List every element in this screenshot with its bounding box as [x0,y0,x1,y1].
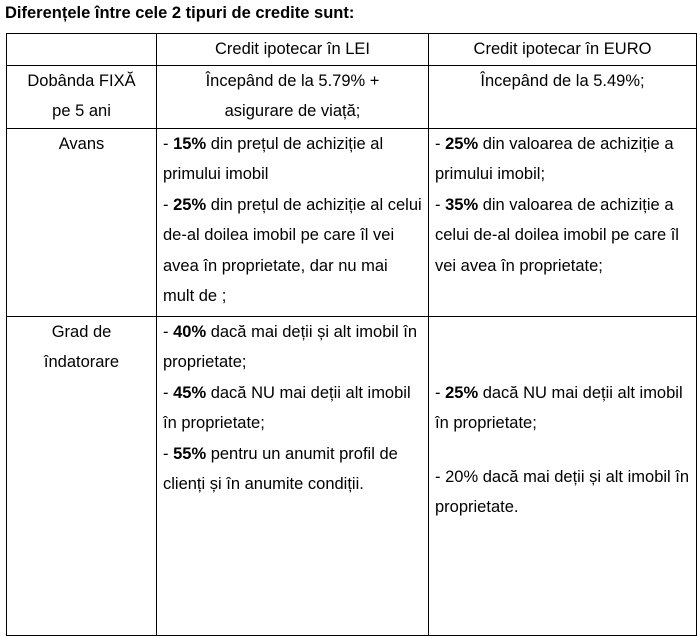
grad-lei [157,316,429,635]
label-dobanda [7,65,157,128]
grad-euro [429,316,697,635]
dobanda-euro: Începând de la 5.49%; [429,65,697,128]
dobanda-lei-line2: asigurare de viață; [224,102,361,120]
credit-comparison-table [6,33,697,636]
table-row-grad-indatorare [7,316,697,635]
list-item: - 40% dacă mai deții și alt imobil în proprietate; [163,322,418,371]
header-credit-euro: Credit ipotecar în EURO [429,34,697,66]
list-item: - 55% pentru un anumit profil de clienți și în anumite condiții. [163,444,398,493]
avans-euro [429,128,697,316]
label-dobanda-line2: pe 5 ani [52,102,111,120]
avans-lei [157,128,429,316]
label-grad-indatorare [7,316,157,635]
list-item: - 20% dacă mai deții și alt imobil în proprietate. [435,467,690,516]
list-item: - 35% din valoarea de achiziție a celui de-al doilea imobil pe care îl vei avea în proprietate; [435,195,679,275]
dobanda-lei [157,65,429,128]
header-credit-lei: Credit ipotecar în LEI [157,34,429,66]
list-item: - 25% din prețul de achiziție al celui de-al doilea imobil pe care îl vei avea în proprietate, dar nu mai mult de ; [163,195,422,305]
label-grad-line1: Grad de [51,322,112,341]
table-row-dobanda [7,65,697,128]
label-grad-line2: îndatorare [43,353,120,371]
dobanda-lei-line1: Începând de la 5.79% + [205,71,380,90]
page-title: Diferențele între cele 2 tipuri de credite sunt: [5,4,355,22]
list-item: - 25% din valoarea de achiziție a primului imobil; [435,134,674,183]
label-dobanda-line1: Dobânda FIXĂ [27,71,136,90]
list-item: - 15% din prețul de achiziție al primului imobil [163,134,384,183]
list-item: - 45% dacă NU mai deții alt imobil în proprietate; [163,383,411,432]
table-header-row [7,34,697,66]
label-avans: Avans [7,128,157,316]
list-item: - 25% dacă NU mai deții alt imobil în proprietate; [435,383,683,432]
header-empty-cell [7,34,157,66]
table-row-avans [7,128,697,316]
